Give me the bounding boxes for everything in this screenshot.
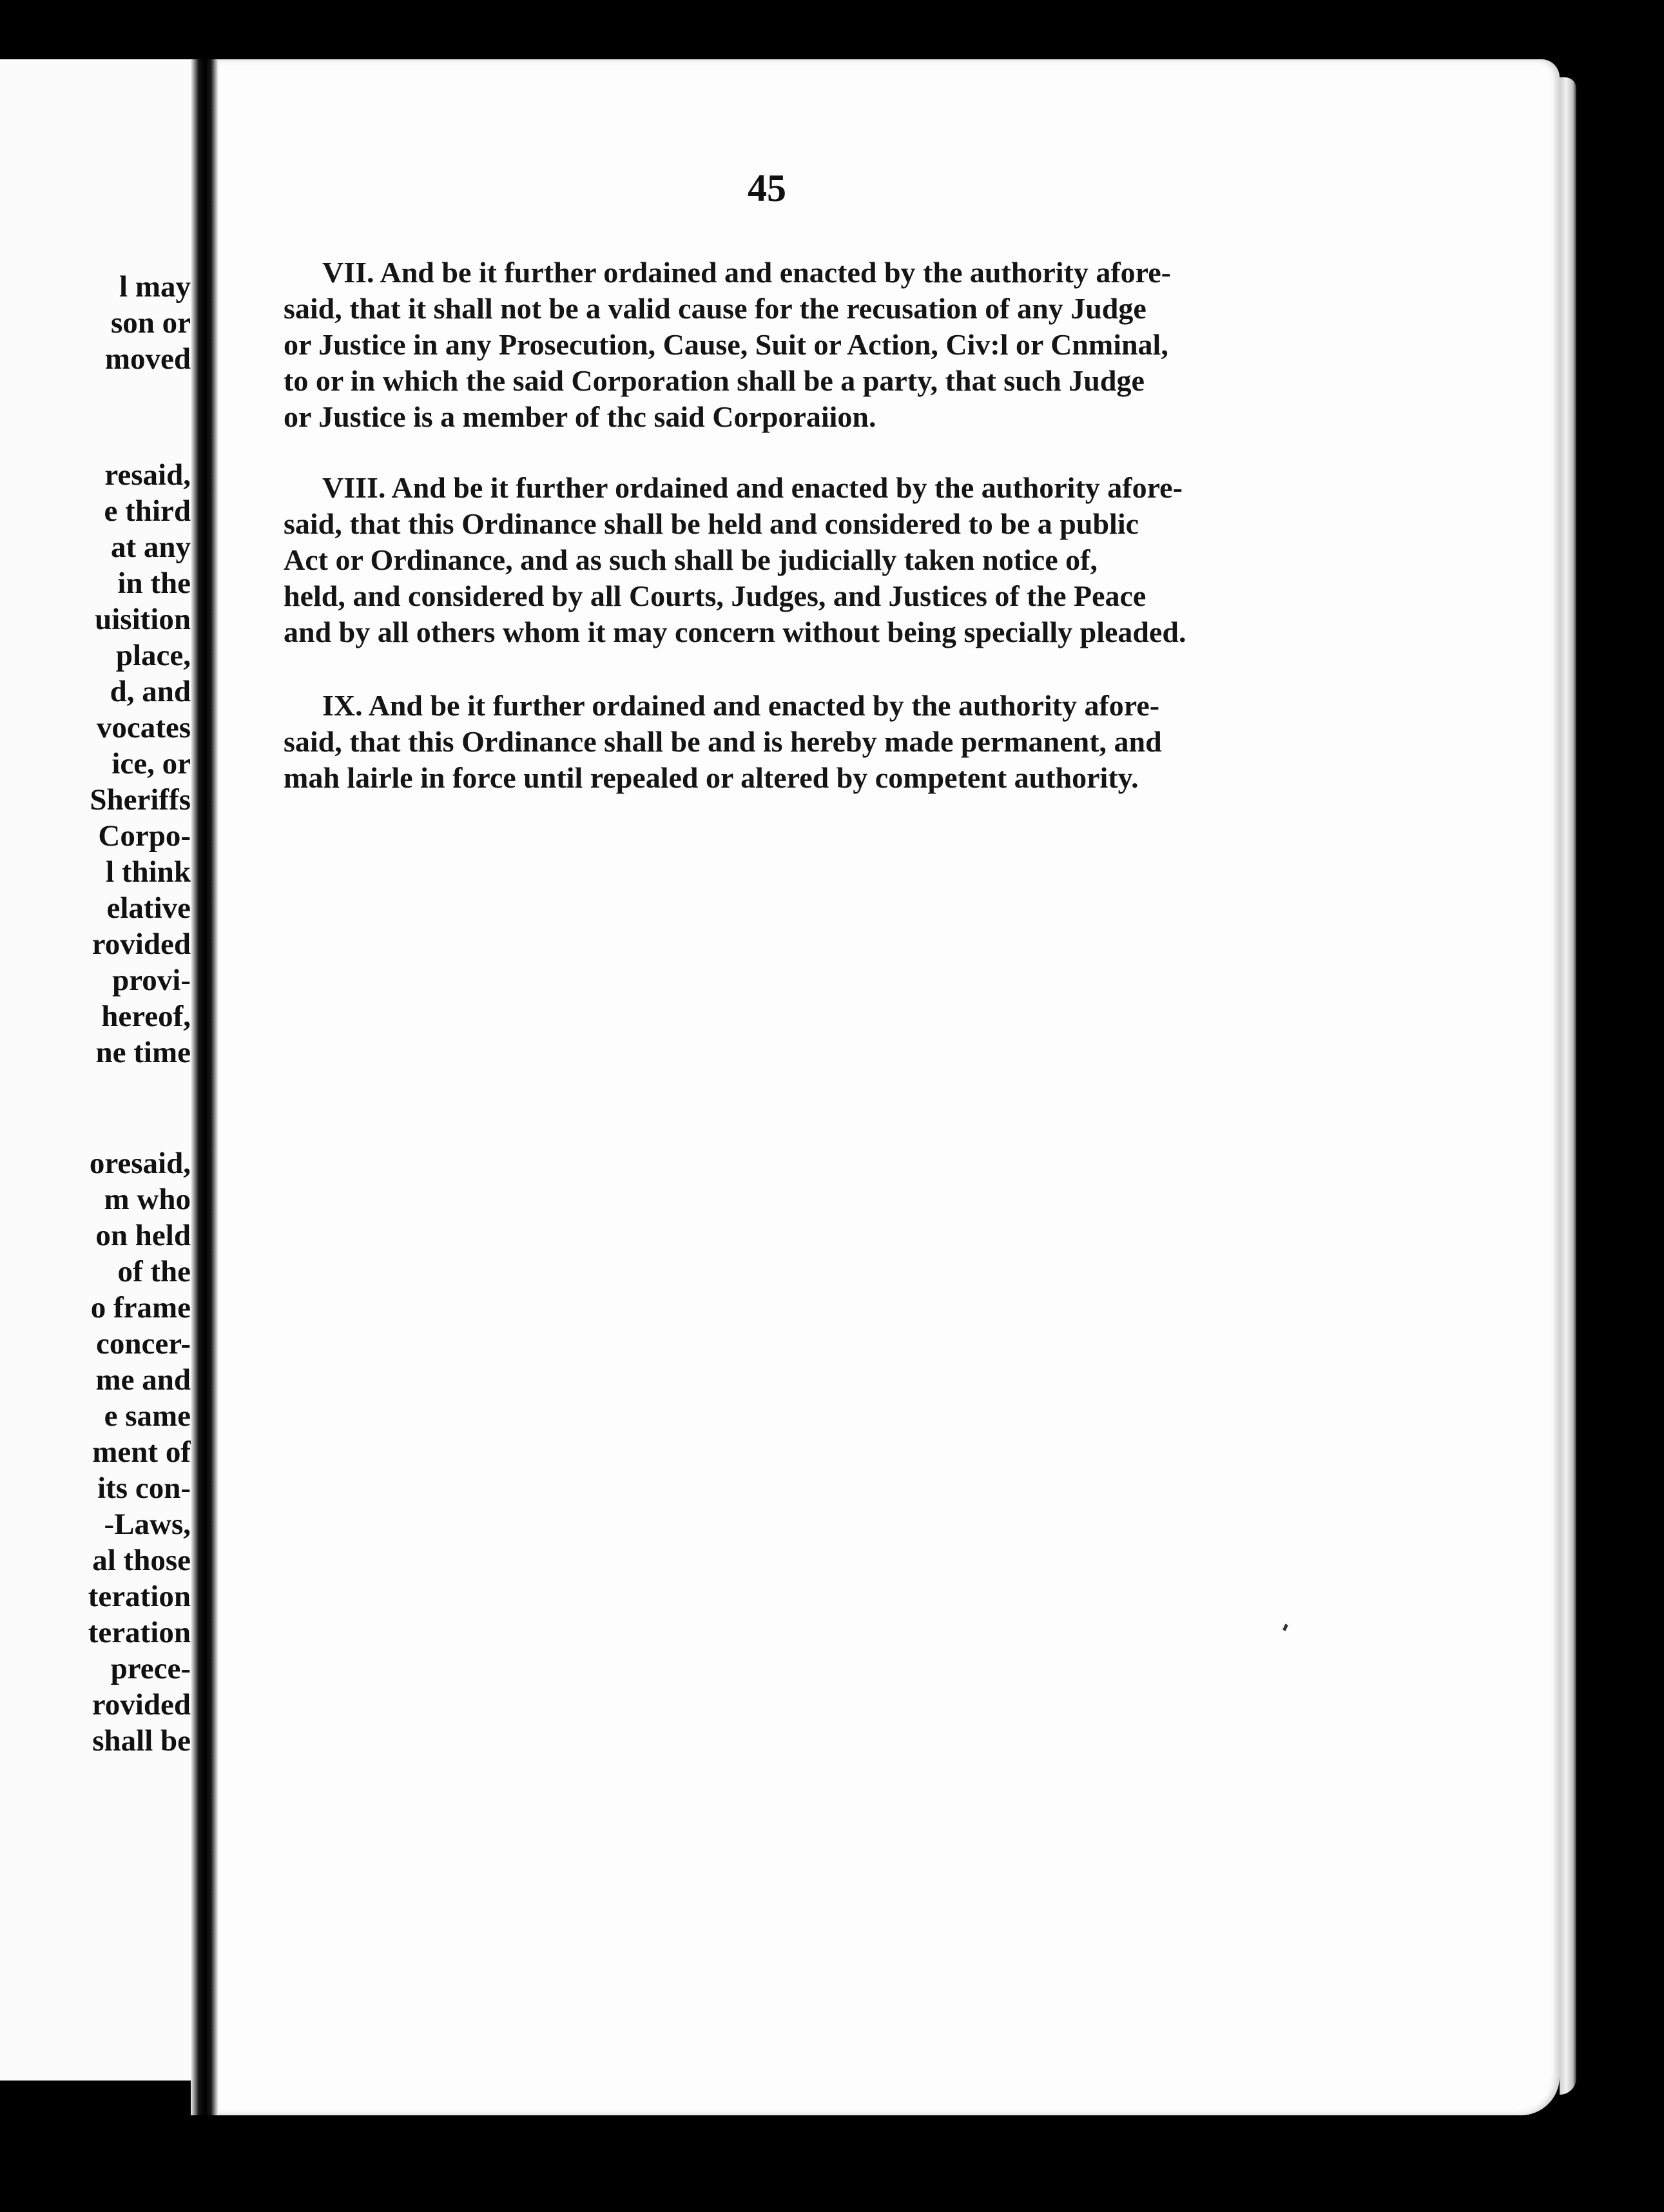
left-page-line: of the: [117, 1255, 191, 1288]
left-page-line: shall be: [92, 1724, 191, 1758]
left-page-line: teration: [88, 1616, 191, 1649]
left-page-line: ice, or: [111, 747, 191, 781]
section-line: VII. And be it further ordained and enacted by the authority afore-: [322, 256, 1171, 289]
section-line: or Justice in any Prosecution, Cause, Suit or Action, Civ:l or Cnminal,: [284, 328, 1168, 361]
left-page-line: e third: [104, 494, 191, 528]
left-page-line: Corpo-: [98, 819, 191, 853]
book-gutter: [191, 59, 218, 2115]
left-page-line: ment of: [92, 1435, 191, 1469]
left-page-line: l may: [119, 270, 191, 304]
left-page-line: d, and: [110, 675, 191, 708]
left-page-line: rovided: [92, 1688, 191, 1722]
left-page-line: al those: [92, 1544, 191, 1577]
section-line: said, that this Ordinance shall be and is hereby made permanent, and: [284, 725, 1162, 758]
page-number: 45: [748, 167, 786, 209]
left-page-line: oresaid,: [89, 1147, 191, 1180]
section-line: to or in which the said Corporation shall be a party, that such Judge: [284, 364, 1145, 397]
left-page-line: uisition: [95, 603, 191, 636]
left-page-line: elative: [106, 891, 191, 925]
left-page-line: at any: [110, 530, 191, 564]
left-page-line: place,: [115, 639, 191, 672]
section-line: Act or Ordinance, and as such shall be judicially taken notice of,: [284, 543, 1098, 576]
page-edge: [1560, 77, 1576, 2095]
left-page-line: Sheriffs: [90, 783, 191, 817]
section-line: said, that it shall not be a valid cause for the recusation of any Judge: [284, 292, 1146, 325]
left-page-line: ne time: [95, 1036, 191, 1069]
left-page-line: vocates: [96, 711, 191, 744]
section-line: or Justice is a member of thc said Corporaiion.: [284, 400, 876, 433]
section-line: IX. And be it further ordained and enacted by the authority afore-: [322, 689, 1160, 722]
section-line: said, that this Ordinance shall be held and considered to be a public: [284, 507, 1139, 540]
left-page-line: provi-: [112, 964, 191, 997]
left-page: [0, 59, 191, 2081]
left-page-line: -Laws,: [104, 1508, 191, 1541]
left-page-line: in the: [117, 567, 191, 600]
left-page-line: me and: [95, 1363, 191, 1397]
section-line: and by all others whom it may concern without being specially pleaded.: [284, 616, 1186, 648]
section-line: held, and considered by all Courts, Judges, and Justices of the Peace: [284, 579, 1146, 612]
left-page-line: concer-: [96, 1327, 191, 1361]
left-page-line: son or: [110, 306, 191, 340]
left-page-line: l think: [106, 855, 191, 889]
left-page-line: hereof,: [101, 1000, 191, 1033]
left-page-line: m who: [104, 1183, 191, 1216]
left-page-line: on held: [95, 1219, 191, 1252]
section-line: VIII. And be it further ordained and enacted by the authority afore-: [322, 471, 1183, 504]
left-page-line: e same: [104, 1399, 191, 1433]
left-page-line: o frame: [90, 1291, 191, 1324]
section-line: mah lairle in force until repealed or altered by competent authority.: [284, 761, 1139, 794]
left-page-line: prece-: [110, 1652, 191, 1685]
left-page-line: rovided: [92, 927, 191, 961]
left-page-line: resaid,: [104, 458, 191, 492]
left-page-line: teration: [88, 1580, 191, 1613]
left-page-line: its con-: [97, 1471, 191, 1505]
left-page-line: moved: [104, 342, 191, 376]
